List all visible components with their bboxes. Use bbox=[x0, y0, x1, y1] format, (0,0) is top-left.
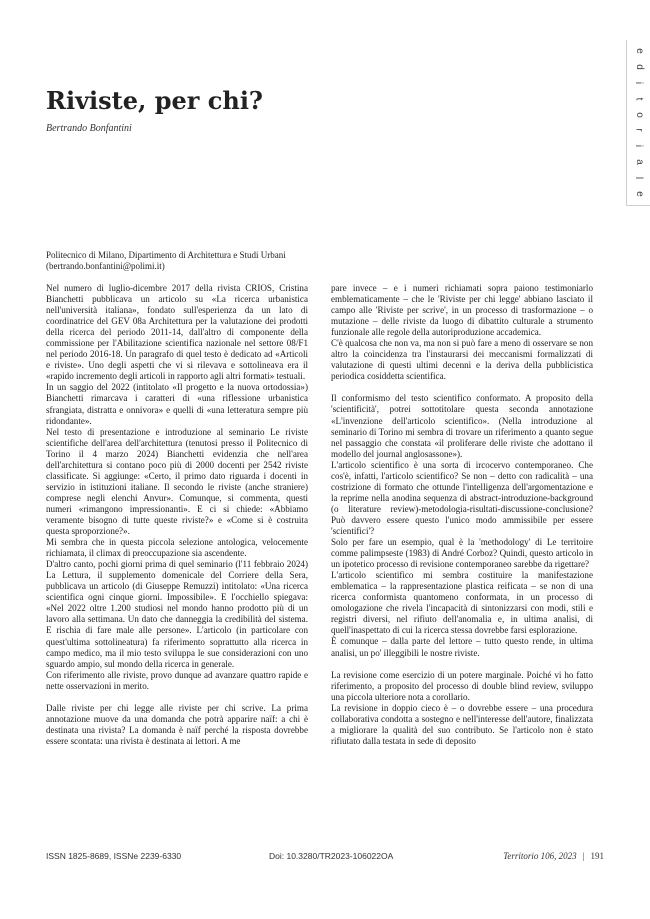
section-tab-letter: d bbox=[633, 64, 645, 70]
body-paragraph: Dalle riviste per chi legge alle riviste per chi scrive. La prima annotazione muove da una domanda che potrà apparire naïf: a chi è destinata una rivista? La domanda è naïf perché la risposta dovrebbe essere scontata: una rivista è destinata ai lettori. A me bbox=[46, 702, 308, 746]
article-title: Riviste, per chi? bbox=[46, 86, 263, 115]
body-paragraph: Nel numero di luglio-dicembre 2017 della rivista CRIOS, Cristina Bianchetti pubblicava un articolo su «La ricerca urbanistica nell'università italiana», fondato sull'esperienza da un lato di coordinatrice del GEV 08a Architettura per la valutazione dei prodotti della ricerca del periodo 2011-14, dall'altro di componente della commissione per l'Abilitazione scientifica nazionale nel settore 08/F1 nel periodo 2016-18. Un paragrafo di quel testo è dedicato ad «Articoli e riviste». Uno degli aspetti che vi si rilevava e sottolineava era il «rapido incremento degli articoli in rapporto agli altri formati» testuali. bbox=[46, 283, 308, 382]
body-column-right bbox=[331, 283, 593, 747]
body-paragraph: L'articolo scientifico è una sorta di ircocervo contemporaneo. Che cos'è, infatti, l'articolo scientifico? Se non – detto con radicalità – una costrizione di formato che ottunde l'intelligenza dell'argomentazione e la reprime nella anodina sequenza di abstract-introduzione-background (o literature review)-metodologia-risultati-discussione-conclusione? Può davvero essere questo l'unico modo ammissibile per essere 'scientifici'? bbox=[331, 459, 593, 536]
body-paragraph: Mi sembra che in questa piccola selezione antologica, velocemente richiamata, il climax di preoccupazione sia ascendente. bbox=[46, 537, 308, 559]
body-paragraph: Nel testo di presentazione e introduzione al seminario Le riviste scientifiche dell'area dell'architettura (tenutosi presso il Politecnico di Torino il 4 marzo 2024) Bianchetti evidenzia che nell'area dell'architettura si contano poco più di 2000 docenti per 2542 riviste classificate. Si aggiunge: «Certo, il primo dato riguarda i docenti in servizio in istituzioni italiane. Il secondo le riviste (anche straniere) comprese negli elenchi Anvur». Comunque, si commenta, questi numeri «rimangono impressionanti». E ci si chiede: «Abbiamo veramente bisogno di tutte queste riviste?» e «Come si è costruita questa sproporzione?». bbox=[46, 426, 308, 537]
footer-separator: | bbox=[582, 851, 585, 861]
section-tab-letter: i bbox=[633, 81, 645, 84]
body-paragraph: Il conformismo del testo scientifico conformato. A proposito della 'scientificità', potrei sottotitolare questa seconda annotazione «L'invenzione dell'articolo scientifico». (Nella introduzione al seminario di Torino mi sembra di trovare un riferimento a quanto segue nel passaggio che constata «il proliferare delle riviste che adottano il modello del journal anglosassone»). bbox=[331, 393, 593, 459]
footer-journal: Territorio 106, 2023 bbox=[503, 851, 577, 861]
body-paragraph: Con riferimento alle riviste, provo dunque ad avanzare quattro rapide e nette osservazioni in merito. bbox=[46, 669, 308, 691]
section-tab-letter: a bbox=[633, 159, 645, 165]
body-paragraph: L'articolo scientifico mi sembra costituire la manifestazione emblematica – la rappresentazione plastica reificata – se non di una ricerca conformista quantomeno conformata, in un processo di omologazione che rivela l'incapacità di sintonizzarsi con modi, stili e registri diversi, nel rifiuto dell'anomalia e, in ultima analisi, di quell'inaspettato di cui la ricerca stessa dovrebbe farsi esplorazione. bbox=[331, 570, 593, 636]
section-tab-letter: i bbox=[633, 145, 645, 148]
section-tab-letter: e bbox=[633, 191, 645, 197]
body-paragraph: C'è qualcosa che non va, ma non si può fare a meno di osservare se non altro la coincidenza tra l'instaurarsi dei meccanismi formalizzati di valutazione di questi ultimi decenni e la deriva della pubblicistica periodica cosiddetta scientifica. bbox=[331, 338, 593, 382]
body-paragraph: È comunque – dalla parte del lettore – tutto questo rende, in ultima analisi, un po' illeggibili le nostre riviste. bbox=[331, 636, 593, 658]
body-paragraph: In un saggio del 2022 (intitolato «Il progetto e la nuova ortodossia») Bianchetti rimarcava i caratteri di «una riflessione urbanistica sfrangiata, distratta e onnivora» e quelli di «una letteratura sempre più ridondante». bbox=[46, 382, 308, 426]
page-number: 191 bbox=[590, 851, 604, 861]
body-paragraph: La revisione in doppio cieco è – o dovrebbe essere – una procedura collaborativa condotta a sostegno e nell'interesse dell'autore, finalizzata a migliorare la qualità del suo contributo. Se l'articolo non è stato rifiutato dalla testata in sede di deposito bbox=[331, 702, 593, 746]
section-tab-letter: o bbox=[633, 111, 645, 118]
section-tab-letter: l bbox=[633, 176, 645, 180]
footer-journal-info bbox=[503, 851, 604, 861]
body-paragraph: Solo per fare un esempio, qual è la 'methodology' di Le territoire comme palimpseste (1983) di André Corboz? Quindi, questo articolo in un ipotetico processo di revisione contemporaneo sarebbe da rigettare? bbox=[331, 537, 593, 570]
body-column-left bbox=[46, 283, 308, 747]
section-tab-letter: t bbox=[633, 97, 645, 101]
author-email: (bertrando.bonfantini@polimi.it) bbox=[46, 261, 165, 271]
section-tab-letter: r bbox=[633, 128, 645, 133]
body-paragraph: D'altro canto, pochi giorni prima di quel seminario (l'11 febbraio 2024) La Lettura, il supplemento domenicale del Corriere della Sera, pubblicava un articolo (di Giuseppe Remuzzi) intitolato: «Una ricerca scientifica ogni cinque giorni. Impossibile». E l'occhiello spiegava: «Nel 2022 oltre 1.200 studiosi nel mondo hanno prodotto più di un lavoro alla settimana. Un dato che danneggia la credibilità del sistema. E rischia di fare male alle persone». L'articolo (in particolare con quest'ultima sottolineatura) fa riferimento soprattutto alla ricerca in campo medico, ma il mio testo sviluppa le sue considerazioni con uno sguardo ampio, sul mondo della ricerca in generale. bbox=[46, 559, 308, 669]
body-paragraph: La revisione come esercizio di un potere marginale. Poiché vi ho fatto riferimento, a proposito del processo di double blind review, sviluppo una piccola ulteriore nota a corollario. bbox=[331, 669, 593, 702]
article-author: Bertrando Bonfantini bbox=[46, 123, 132, 134]
body-paragraph: pare invece – e i numeri richiamati sopra paiono testimoniarlo emblematicamente – che le 'Riviste per chi legge' abbiano lasciato il campo alle 'Riviste per scrive', in un processo di trasformazione – o mutazione – delle riviste da luogo di dibattito culturale a strumento funzionale alle regole della autoriproduzione accademica. bbox=[331, 283, 593, 338]
footer-issn: ISSN 1825-8689, ISSNe 2239-6330 bbox=[46, 851, 182, 861]
footer-doi: Doi: 10.3280/TR2023-106022OA bbox=[269, 851, 394, 861]
author-affiliation-block bbox=[46, 250, 326, 272]
affiliation-text: Politecnico di Milano, Dipartimento di Architettura e Studi Urbani bbox=[46, 250, 286, 260]
section-tab-letter: e bbox=[633, 48, 645, 54]
section-tab-editoriale bbox=[626, 40, 650, 206]
page-footer bbox=[46, 851, 604, 863]
